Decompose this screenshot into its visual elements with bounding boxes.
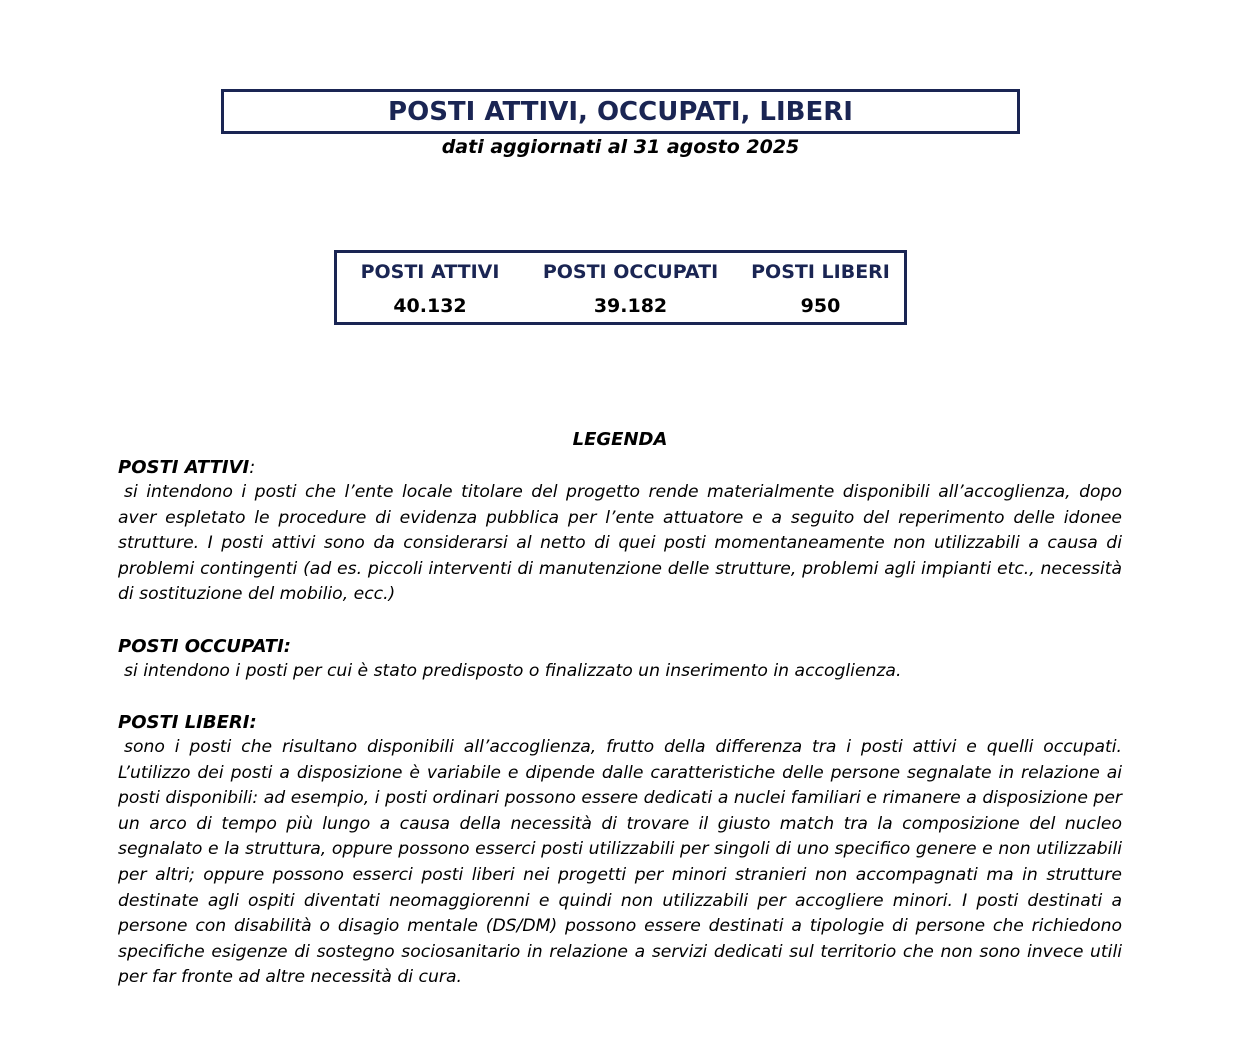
stat-value-attivi: 40.132 [393, 295, 467, 317]
stat-label-attivi: POSTI ATTIVI [360, 261, 500, 283]
stat-posti-attivi [349, 253, 511, 322]
stat-posti-liberi [747, 253, 894, 322]
stat-value-occupati: 39.182 [593, 295, 668, 317]
legend-term-text: POSTI LIBERI [118, 712, 250, 733]
stat-posti-occupati [528, 253, 733, 322]
legend-term-text: POSTI ATTIVI [118, 457, 250, 478]
stat-value-liberi: 950 [800, 295, 841, 317]
stats-table [334, 250, 907, 325]
stat-label-liberi: POSTI LIBERI [751, 261, 890, 283]
legend-term-text: POSTI OCCUPATI [118, 636, 284, 657]
legend-term [118, 455, 1122, 480]
legend-term [118, 634, 1122, 659]
legend-term-colon: : [249, 712, 257, 733]
legend-definition: si intendono i posti per cui è stato predisposto o finalizzato un inserimento in accoglienza. [124, 661, 902, 681]
legend-definition: si intendono i posti che l’ente locale titolare del progetto rende materialmente disponibili all’accoglienza, dopo aver espletato le procedure di evidenza pubblica per l’ente attuatore e a seguito del reperimento delle idonee strutture. I posti attivi sono da considerarsi al netto di quei posti momentaneamente non utilizzabili a causa di problemi contingenti (ad es. piccoli interventi di manutenzione delle strutture, problemi agli impianti etc., necessità di sostituzione del mobilio, ecc.) [118, 482, 1122, 605]
legend-definition: sono i posti che risultano disponibili all’accoglienza, frutto della differenza tra i posti attivi e quelli occupati. L’utilizzo dei posti a disposizione è variabile e dipende dalle caratteristiche delle persone segnalate in relazione ai posti disponibili: ad esempio, i posti ordinari possono essere dedicati a nuclei familiari e rimanere a disposizione per un arco di tempo più lungo a causa della necessità di trovare il giusto match tra la composizione del nucleo segnalato e la struttura, oppure possono esserci posti utilizzabili per singoli di uno specifico genere e non utilizzabili per altri; oppure possono esserci posti liberi nei progetti per minori stranieri non accompagnati ma in strutture destinate agli ospiti diventati neomaggiorenni e quindi non utilizzabili per accogliere minori. I posti destinati a persone con disabilità o disagio mentale (DS/DM) possono essere destinati a tipologie di persone che richiedono specifiche esigenze di sostegno sociosanitario in relazione a servizi dedicati sul territorio che non sono invece utili per far fronte ad altre necessità di cura. [118, 737, 1122, 988]
title-box [221, 89, 1020, 134]
legend-term-colon: : [283, 636, 291, 657]
page-title: POSTI ATTIVI, OCCUPATI, LIBERI [388, 96, 853, 127]
legend-heading: LEGENDA [572, 429, 668, 450]
legend-term-colon: : [249, 457, 256, 478]
legend-item-liberi [118, 710, 1122, 991]
stat-label-occupati: POSTI OCCUPATI [542, 261, 719, 283]
legend-term [118, 710, 1122, 735]
legend-item-attivi [118, 455, 1122, 608]
legend-item-occupati [118, 634, 1122, 685]
update-date-subtitle: dati aggiornati al 31 agosto 2025 [441, 136, 800, 158]
